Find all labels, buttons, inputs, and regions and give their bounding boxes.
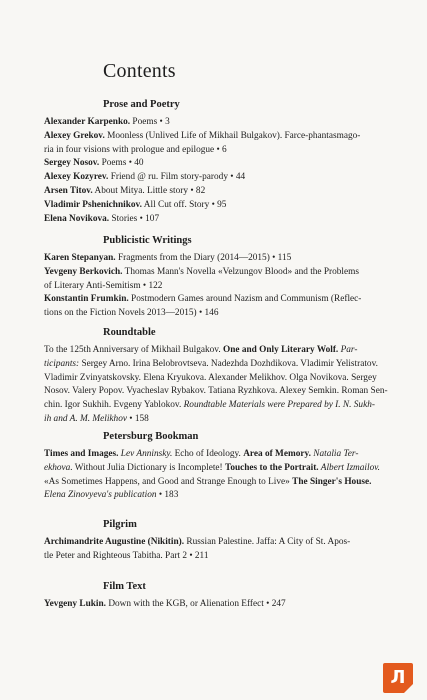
toc-text: Vladimir Zvinyatskovsky. Elena Kryukova. Alexander Melikhov. Olga Novikova. Sergey [44,372,377,383]
section-prose-and-poetry [26,98,404,226]
section-roundtable [26,326,404,427]
toc-line [26,171,404,185]
toc-heading-text: Karen Stepanyan. [44,253,116,263]
toc-heading-text: Elena Novikova. [44,213,110,224]
toc-text: Poems • 40 [99,158,144,169]
toc-text: Thomas Mann's Novella «Velzungov Blood» and the Problems [122,266,359,277]
toc-italic-text: Lev Anninsky. [118,449,173,459]
toc-text: tions on the Fiction Novels 2013—2015) • 146 [44,308,219,319]
toc-text: ria in four visions with prologue and epilogue • 6 [44,144,227,155]
toc-heading-text: Sergey Nosov. [44,158,100,169]
toc-text: Down with the KGB, or Alienation Effect • 247 [106,599,286,609]
toc-text: About Mitya. Little story • 82 [92,185,206,196]
toc-text: Postmodern Games around Nazism and Communism (Reflec- [128,294,362,305]
page-title: Contents [103,60,176,82]
section-title: Publicistic Writings [103,235,192,246]
toc-italic-text: Roundtable Materials were Prepared by I. N. Sukh- [183,400,375,411]
toc-line [26,293,404,307]
toc-italic-text: Natalia Ter- [310,449,359,459]
toc-heading-text: Archimandrite Augustine (Nikitin). [44,537,185,547]
toc-line [26,130,404,144]
section-petersburg-bookman [26,430,404,503]
toc-line [26,385,404,399]
section-title: Pilgrim [103,519,137,530]
toc-text: Without Julia Dictionary is Incomplete! [72,462,225,473]
toc-line [26,399,404,413]
toc-text: «As Sometimes Happens, and Good and Strange Enough to Live» [44,476,293,487]
toc-line [26,476,404,490]
toc-text: Poems • 3 [130,117,170,127]
toc-line [26,252,404,266]
toc-text: Fragments from the Diary (2014—2015) • 115 [115,253,292,263]
toc-heading-text: Yevgeny Berkovich. [44,266,123,277]
toc-line [26,116,404,130]
section-pilgrim [26,518,404,564]
toc-text: • 183 [156,490,179,501]
toc-heading-text: Yevgeny Lukin. [44,599,106,609]
toc-italic-text: Albert Izmailov. [318,462,380,473]
toc-heading-text: Vladimir Pshenichnikov. [44,199,142,210]
section-title: Prose and Poetry [103,99,180,110]
toc-italic-text: ticipants: [44,358,80,369]
toc-line [26,462,404,476]
toc-text: Friend @ ru. Film story-parody • 44 [108,172,246,183]
toc-line [26,358,404,372]
toc-line [26,199,404,213]
toc-heading-text: Konstantin Frumkin. [44,294,129,305]
toc-text: Sergey Arno. Irina Belobrovtseva. Nadezhda Dozhdikova. Vladimir Yelistratov. [79,358,378,369]
toc-heading-text: Arsen Titov. [44,185,93,196]
toc-italic-text: Elena Zinovyeva's publication [44,490,157,501]
toc-line [26,280,404,294]
toc-line [26,144,404,158]
section-film-text [26,580,404,612]
toc-italic-text: Par- [338,345,358,355]
toc-line [26,550,404,564]
toc-heading-text: Area of Memory. [243,449,311,459]
toc-heading-text: Alexey Kozyrev. [44,172,109,183]
section-publicistic-writings [26,234,404,321]
toc-line [26,266,404,280]
toc-heading-text: Alexander Karpenko. [44,117,131,127]
toc-line [26,213,404,227]
section-title: Film Text [103,581,146,592]
toc-text: chin. Igor Sukhih. Evgeny Yablokov. [44,400,184,411]
toc-line [26,344,404,358]
toc-line [26,185,404,199]
toc-heading-text: One and Only Literary Wolf. [222,345,339,355]
toc-text: Russian Palestine. Jaffa: A City of St. Apos- [184,537,351,547]
toc-text: To the 125th Anniversary of Mikhail Bulgakov. [44,345,223,355]
toc-line [26,489,404,503]
toc-line [26,372,404,386]
toc-text: Nosov. Valery Popov. Vyacheslav Rybakov. Tatiana Ryzhkova. Alexey Semkin. Roman Sen- [44,386,388,397]
toc-text: tle Peter and Righteous Tabitha. Part 2 • 211 [44,550,209,561]
toc-line [26,157,404,171]
toc-line [26,448,404,462]
section-title: Petersburg Bookman [103,431,199,442]
toc-text: Stories • 107 [109,213,160,224]
toc-line [26,598,404,612]
toc-text: • 158 [126,413,149,424]
toc-heading-text: Touches to the Portrait. [224,462,319,473]
publisher-logo [383,663,413,693]
toc-line [26,413,404,427]
toc-line [26,536,404,550]
toc-text: Echo of Ideology. [172,449,244,459]
toc-heading-text: Times and Images. [44,449,119,459]
toc-heading-text: The Singer's House. [292,476,372,487]
toc-line [26,307,404,321]
toc-italic-text: ih and A. M. Melikhov [44,413,127,424]
toc-italic-text: ekhova. [44,462,73,473]
section-title: Roundtable [103,327,156,338]
toc-heading-text: Alexey Grekov. [44,130,105,141]
toc-text: Moonless (Unlived Life of Mikhail Bulgakov). Farce-phantasmago- [104,130,361,141]
toc-text: All Cut off. Story • 95 [142,199,227,210]
logo-letter: Л [390,667,406,688]
toc-text: of Literary Anti-Semitism • 122 [44,280,163,291]
